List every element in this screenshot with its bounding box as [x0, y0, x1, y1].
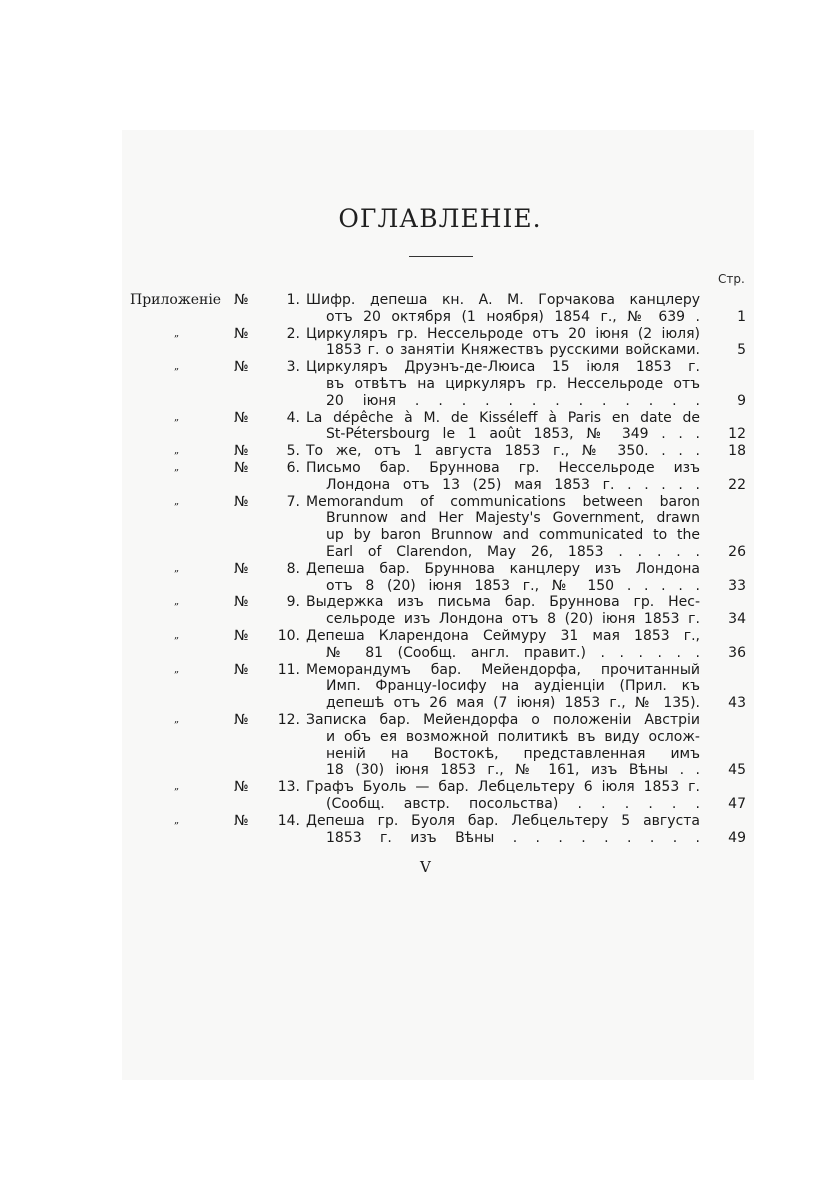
entry-title-line: Циркуляръ Друэнъ-де-Люиса 15 іюля 1853 г. [306, 359, 700, 376]
entry-title [306, 594, 700, 628]
entry-number: 4. [286, 409, 300, 426]
entry-page-number: 49 [728, 829, 746, 846]
entry-number: 1. [286, 292, 300, 308]
toc-entry [124, 359, 754, 409]
entry-number: 8. [286, 560, 300, 577]
entry-number: 2. [286, 325, 300, 342]
toc-entry [124, 443, 754, 460]
entry-ditto-mark: „ [174, 361, 180, 373]
entry-title-line: La dépêche à M. de Kisséleff à Paris en date de [306, 409, 700, 426]
entry-number: 5. [286, 443, 300, 460]
entry-number-sign: № [234, 594, 249, 611]
entry-number-sign: № [234, 812, 249, 829]
entry-title-line: Меморандумъ бар. Мейендорфа, прочитанный [306, 661, 700, 678]
entry-title-line: депешѣ отъ 26 мая (7 іюня) 1853 г., № 135). [326, 695, 700, 712]
entry-title [306, 494, 700, 561]
toc-entry [124, 460, 754, 494]
entry-title [306, 712, 700, 779]
entry-ditto-mark: „ [174, 411, 180, 423]
toc-entry [124, 662, 754, 712]
entry-ditto-mark: „ [174, 663, 180, 675]
entry-title [306, 662, 700, 712]
title-divider [409, 256, 473, 257]
entry-ditto-mark: „ [174, 814, 180, 826]
entry-number: 6. [286, 459, 300, 476]
entry-number-sign: № [234, 325, 249, 342]
entry-number-sign: № [234, 459, 249, 476]
entry-title-line: сельроде изъ Лондона отъ 8 (20) іюня 1853 г. [326, 611, 700, 628]
entry-title-line: неній на Востокѣ, представленная имъ [326, 745, 700, 762]
entry-page-number: 9 [737, 392, 746, 409]
entry-title-line: 20 іюня . . . . . . . . . . . . . [326, 392, 700, 409]
entry-page-number: 5 [737, 342, 746, 359]
toc-entry [124, 779, 754, 813]
entry-title-line: up by baron Brunnow and communicated to the [326, 527, 700, 544]
entry-title-line: Записка бар. Мейендорфа о положеніи Австріи [306, 711, 700, 728]
entry-number-sign: № [234, 292, 249, 308]
entry-title-line: Депеша гр. Буоля бар. Лебцельтеру 5 августа [306, 812, 700, 829]
entry-number-sign: № [234, 627, 249, 644]
entry-number-sign: № [234, 493, 249, 510]
entry-number-sign: № [234, 661, 249, 678]
entry-title-line: Earl of Clarendon, May 26, 1853 . . . . . [326, 543, 700, 560]
entry-number-sign: № [234, 443, 249, 460]
entry-ditto-mark: „ [174, 327, 180, 339]
toc-entry [124, 494, 754, 561]
entry-number-sign: № [234, 560, 249, 577]
entry-ditto-mark: „ [174, 713, 180, 725]
entry-title-line: Имп. Францу-Іосифу на аудіенціи (Прил. къ [326, 678, 700, 695]
entry-title-line: Письмо бар. Бруннова гр. Нессельроде изъ [306, 459, 700, 476]
entry-page-number: 36 [728, 644, 746, 661]
entry-page-number: 47 [728, 795, 746, 812]
entry-number-sign: № [234, 409, 249, 426]
entry-title [306, 813, 700, 847]
entry-title-line: Memorandum of communications between baron [306, 493, 700, 510]
entry-ditto-mark: „ [174, 596, 180, 608]
entry-page-number: 33 [728, 577, 746, 594]
toc-entry [124, 292, 754, 326]
entry-ditto-mark: „ [174, 629, 180, 641]
toc-entry [124, 410, 754, 444]
entry-title [306, 561, 700, 595]
page-title: ОГЛАВЛЕНІЕ. [338, 204, 542, 233]
entry-number: 14. [277, 812, 300, 829]
entry-page-number: 26 [728, 543, 746, 560]
entry-title-line: 18 (30) іюня 1853 г., № 161, изъ Вѣны . . [326, 762, 700, 779]
entry-title [306, 292, 700, 326]
entry-title-line: Лондона отъ 13 (25) мая 1853 г. . . . . . [326, 476, 700, 493]
entry-title-line: Депеша бар. Бруннова канцлеру изъ Лондона [306, 560, 700, 577]
entry-number: 9. [286, 594, 300, 611]
entry-title [306, 410, 700, 444]
entry-title-line: (Сообщ. австр. посольства) . . . . . . [326, 795, 700, 812]
toc-entry [124, 712, 754, 779]
entry-title [306, 443, 700, 460]
entry-page-number: 45 [728, 762, 746, 779]
entry-number: 3. [286, 359, 300, 376]
entry-title-line: отъ 20 октября (1 ноября) 1854 г., № 639 . [326, 308, 700, 325]
entry-ditto-mark: „ [174, 495, 180, 507]
entry-title [306, 359, 700, 409]
toc-entry [124, 813, 754, 847]
entry-title-line: Циркуляръ гр. Нессельроде отъ 20 іюня (2 іюля) [306, 325, 700, 342]
entry-title-line: Шифр. депеша кн. А. М. Горчакова канцлеру [306, 292, 700, 308]
toc-entry [124, 628, 754, 662]
entry-title [306, 628, 700, 662]
entry-appendix-label: Приложеніе [130, 292, 222, 308]
entry-ditto-mark: „ [174, 781, 180, 793]
entry-title-line: 1853 г. о занятіи Княжествъ русскими войсками. [326, 342, 700, 359]
footer-page-number: V [420, 858, 431, 876]
entry-ditto-mark: „ [174, 562, 180, 574]
entry-page-number: 34 [728, 611, 746, 628]
toc-entry [124, 561, 754, 595]
entry-title-line: Выдержка изъ письма бар. Бруннова гр. Нес- [306, 594, 700, 611]
entry-page-number: 22 [728, 476, 746, 493]
entry-page-number: 1 [737, 308, 746, 325]
page-column-header: Стр. [718, 272, 745, 286]
entry-title-line: Депеша Кларендона Сеймуру 31 мая 1853 г., [306, 627, 700, 644]
entry-ditto-mark: „ [174, 461, 180, 473]
entry-title-line: Графъ Буоль — бар. Лебцельтеру 6 іюля 1853 г. [306, 779, 700, 796]
entry-page-number: 12 [728, 426, 746, 443]
entry-ditto-mark: „ [174, 445, 180, 457]
entry-title-line: Brunnow and Her Majesty's Government, drawn [326, 510, 700, 527]
entry-number: 11. [277, 661, 300, 678]
entry-number: 7. [286, 493, 300, 510]
entry-page-number: 43 [728, 695, 746, 712]
table-of-contents [124, 292, 754, 846]
entry-title-line: То же, отъ 1 августа 1853 г., № 350. . . . [306, 443, 700, 460]
toc-entry [124, 594, 754, 628]
entry-title [306, 460, 700, 494]
entry-number: 10. [277, 627, 300, 644]
entry-title-line: № 81 (Сообщ. англ. правит.) . . . . . . [326, 644, 700, 661]
entry-title-line: отъ 8 (20) іюня 1853 г., № 150 . . . . . [326, 577, 700, 594]
entry-title-line: 1853 г. изъ Вѣны . . . . . . . . . [326, 829, 700, 846]
toc-entry [124, 326, 754, 360]
entry-number-sign: № [234, 779, 249, 796]
entry-title-line: и объ ея возможной политикѣ въ виду ослож- [326, 728, 700, 745]
entry-title-line: St-Pétersbourg le 1 août 1853, № 349 . . . [326, 426, 700, 443]
entry-title-line: въ отвѣтъ на циркуляръ гр. Нессельроде отъ [326, 375, 700, 392]
entry-number: 13. [277, 779, 300, 796]
entry-number-sign: № [234, 711, 249, 728]
entry-number-sign: № [234, 359, 249, 376]
entry-title [306, 326, 700, 360]
entry-title [306, 779, 700, 813]
entry-page-number: 18 [728, 443, 746, 460]
entry-number: 12. [277, 711, 300, 728]
